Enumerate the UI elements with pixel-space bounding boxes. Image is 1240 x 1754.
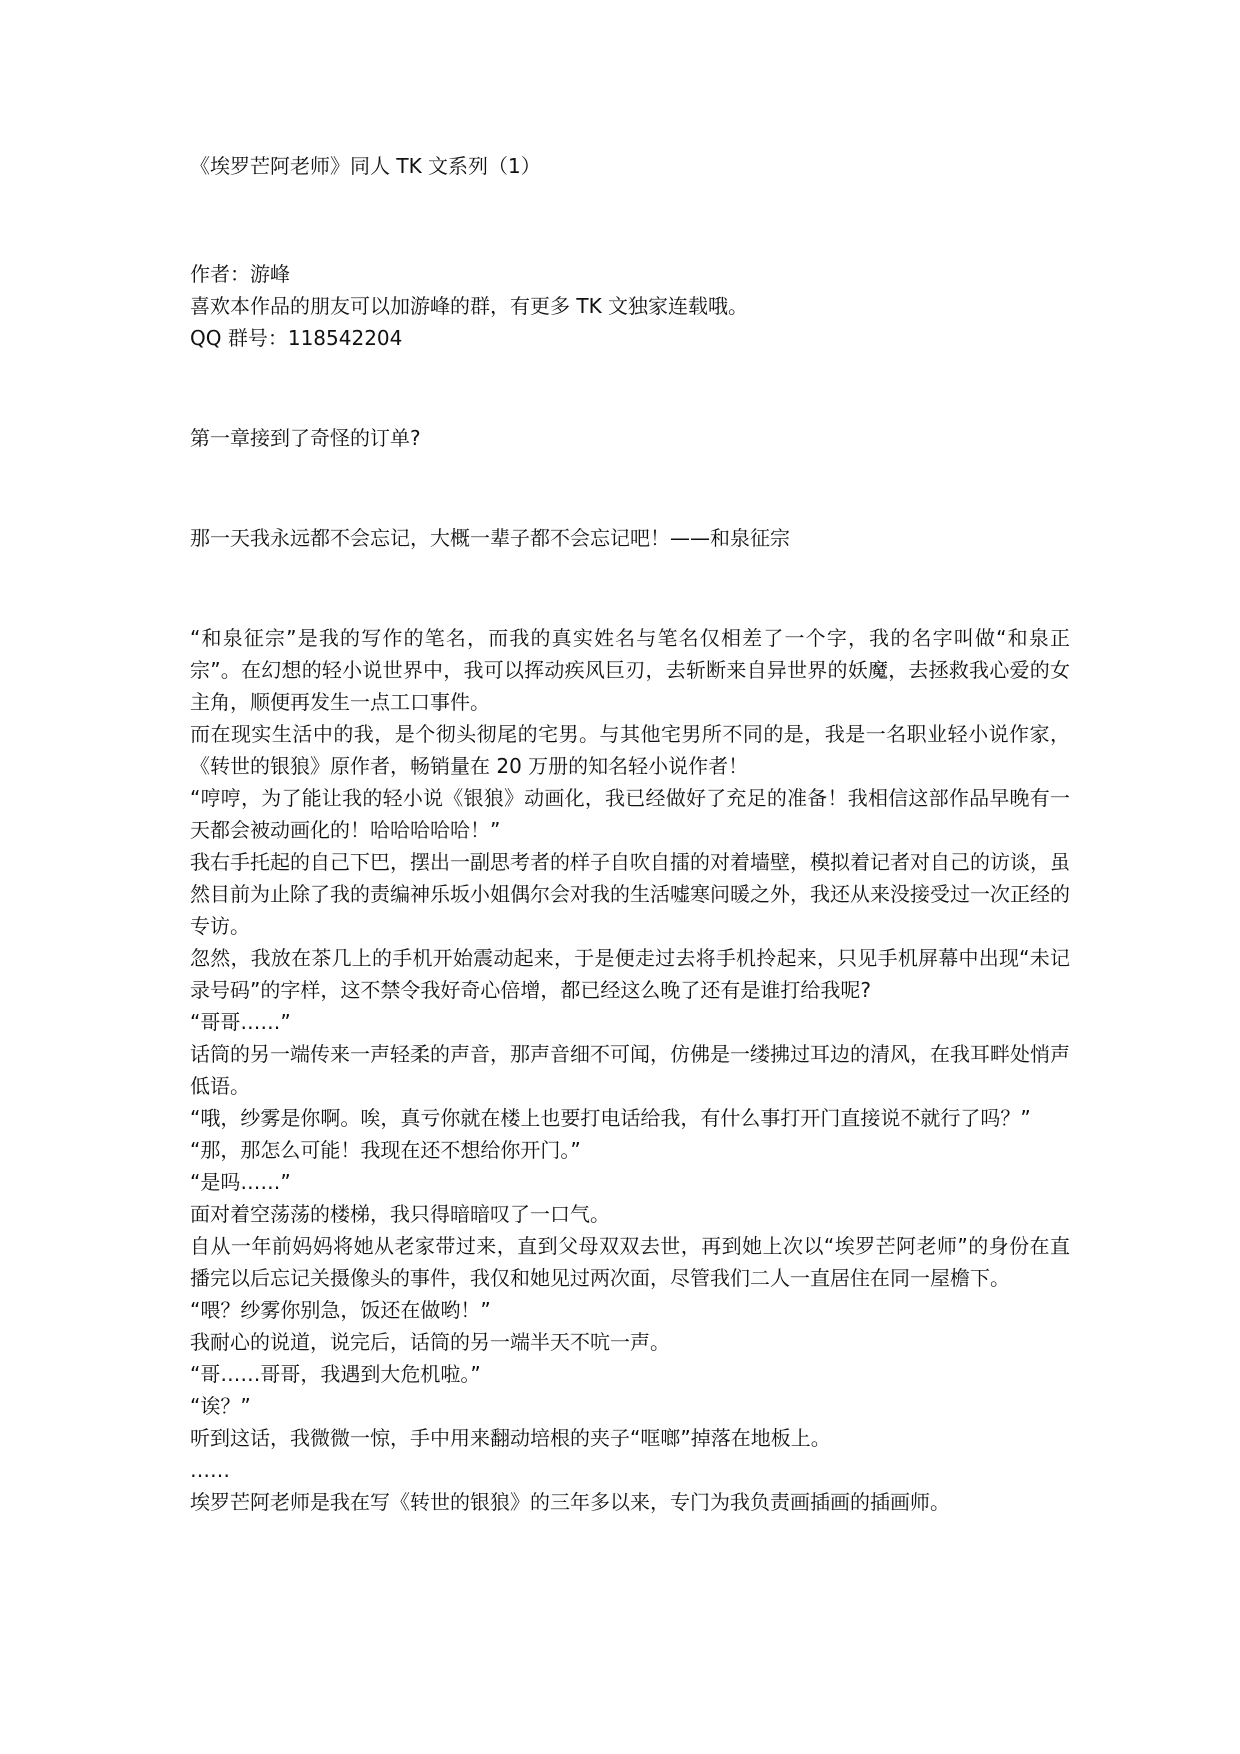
paragraph: “哦，纱雾是你啊。唉，真亏你就在楼上也要打电话给我，有什么事打开门直接说不就行了吗？”	[190, 1106, 1031, 1130]
paragraph: “是吗……”	[190, 1170, 291, 1194]
paragraph: 而在现实生活中的我，是个彻头彻尾的宅男。与其他宅男所不同的是，我是一名职业轻小说作家，《转世的银狼》原作者，畅销量在 20 万册的知名轻小说作者！	[190, 722, 1070, 778]
epigraph: 那一天我永远都不会忘记，大概一辈子都不会忘记吧！——和泉征宗	[190, 526, 790, 550]
paragraph: “那，那怎么可能！我现在还不想给你开门。”	[190, 1138, 581, 1162]
paragraph: “哥……哥哥，我遇到大危机啦。”	[190, 1362, 481, 1386]
paragraph: 自从一年前妈妈将她从老家带过来，直到父母双双去世，再到她上次以“埃罗芒阿老师”的身份在直播完以后忘记关摄像头的事件，我仅和她见过两次面，尽管我们二人一直居住在同一屋檐下。	[190, 1234, 1070, 1290]
author-info	[190, 258, 1070, 354]
document-content	[190, 150, 1070, 1518]
paragraph: 忽然，我放在茶几上的手机开始震动起来，于是便走过去将手机拎起来，只见手机屏幕中出现“未记录号码”的字样，这不禁令我好奇心倍增，都已经这么晚了还有是谁打给我呢?	[190, 946, 1070, 1002]
paragraph: “诶？”	[190, 1394, 251, 1418]
paragraph: 我耐心的说道，说完后，话筒的另一端半天不吭一声。	[190, 1330, 670, 1354]
author-line: 作者：游峰	[190, 262, 290, 286]
paragraph: ……	[190, 1458, 230, 1482]
paragraph: 我右手托起的自己下巴，摆出一副思考者的样子自吹自擂的对着墙壁，模拟着记者对自己的访谈，虽然目前为止除了我的责编神乐坂小姐偶尔会对我的生活嘘寒问暖之外，我还从来没接受过一次正经的专访。	[190, 850, 1070, 938]
paragraph: “和泉征宗”是我的写作的笔名，而我的真实姓名与笔名仅相差了一个字，我的名字叫做“和泉正宗”。在幻想的轻小说世界中，我可以挥动疾风巨刃，去斩断来自异世界的妖魔，去拯救我心爱的女主角，顺便再发生一点工口事件。	[190, 626, 1070, 714]
promo-line: 喜欢本作品的朋友可以加游峰的群，有更多 TK 文独家连载哦。	[190, 294, 749, 318]
paragraph: 面对着空荡荡的楼梯，我只得暗暗叹了一口气。	[190, 1202, 610, 1226]
paragraph: “哥哥……”	[190, 1010, 291, 1034]
chapter-title: 第一章接到了奇怪的订单?	[190, 426, 421, 450]
paragraph: “喂？纱雾你别急，饭还在做哟！”	[190, 1298, 491, 1322]
qq-group-line: QQ 群号：118542204	[190, 326, 403, 350]
paragraph: 话筒的另一端传来一声轻柔的声音，那声音细不可闻，仿佛是一缕拂过耳边的清风，在我耳畔处悄声低语。	[190, 1042, 1070, 1098]
paragraph: 听到这话，我微微一惊，手中用来翻动培根的夹子“哐啷”掉落在地板上。	[190, 1426, 831, 1450]
document-title: 《埃罗芒阿老师》同人 TK 文系列（1）	[190, 154, 541, 178]
paragraph: 埃罗芒阿老师是我在写《转世的银狼》的三年多以来，专门为我负责画插画的插画师。	[190, 1490, 950, 1514]
body-text	[190, 622, 1070, 1518]
paragraph: “哼哼，为了能让我的轻小说《银狼》动画化，我已经做好了充足的准备！我相信这部作品早晚有一天都会被动画化的！哈哈哈哈哈！”	[190, 786, 1070, 842]
